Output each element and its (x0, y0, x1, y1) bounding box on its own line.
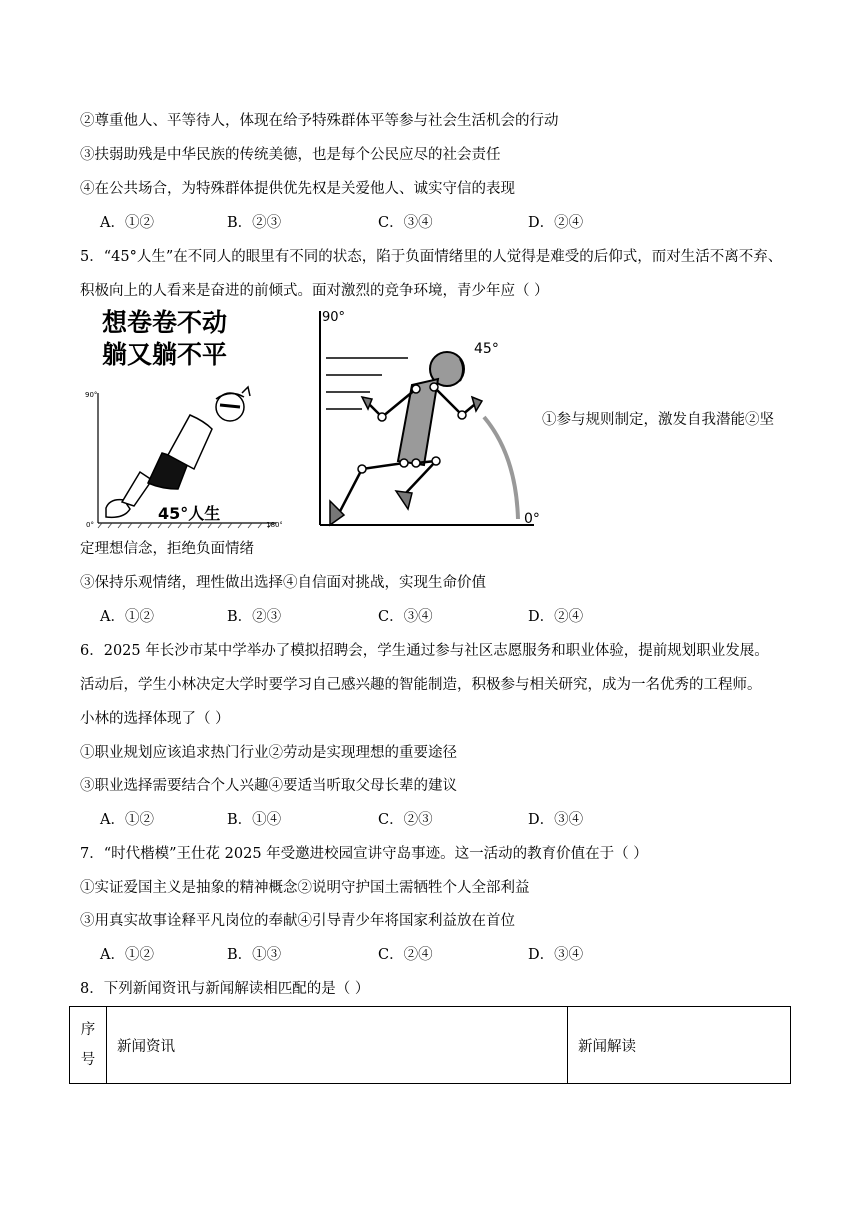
q4-statement-3: ③扶弱助残是中华民族的传统美德，也是每个公民应尽的社会责任 (80, 147, 501, 163)
news-table (69, 1006, 791, 1084)
option-b[interactable]: B．②③ (227, 609, 282, 625)
q6-statement-1: ①职业规划应该追求热门行业②劳动是实现理想的重要途径 (80, 745, 457, 761)
option-d[interactable]: D．③④ (528, 947, 584, 963)
option-c[interactable]: C．③④ (378, 215, 433, 231)
fig2-axis-zero: 0° (524, 511, 540, 527)
option-d[interactable]: D．②④ (528, 609, 584, 625)
option-d[interactable]: D．③④ (528, 812, 584, 828)
q6-stem-line-2: 活动后，学生小林决定大学时要学习自己感兴趣的智能制造，积极参与相关研究，成为一名优秀的工程师。 (80, 677, 762, 693)
q5-statement-1-part1: ①参与规则制定，激发自我潜能②坚 (542, 412, 774, 428)
q7-statement-1: ①实证爱国主义是抽象的精神概念②说明守护国土需牺牲个人全部利益 (80, 880, 530, 896)
q6-stem-line-3: 小林的选择体现了（ ） (80, 711, 230, 727)
option-b[interactable]: B．①④ (227, 812, 282, 828)
table-header-news: 新闻资讯 (107, 1007, 568, 1084)
angle-arc (484, 417, 518, 519)
q5-stem-line-2: 积极向上的人看来是奋进的前倾式。面对激烈的竞争环境，青少年应（ ） (80, 283, 549, 299)
runner (330, 352, 482, 525)
option-b[interactable]: B．①③ (227, 947, 282, 963)
q7-stem: 7．“时代楷模”王仕花 2025 年受邀进校园宣讲守岛事迹。这一活动的教育价值在于（ ） (80, 846, 648, 862)
fig1-caption: 45°人生 (158, 504, 221, 523)
q7-statement-2: ③用真实故事诠释平凡岗位的奉献④引导青少年将国家利益放在首位 (80, 913, 515, 929)
option-d[interactable]: D．②④ (528, 215, 584, 231)
leaning-forward-illustration (312, 305, 542, 530)
option-a[interactable]: A．①② (100, 215, 154, 231)
q4-statement-4: ④在公共场合，为特殊群体提供优先权是关爱他人、诚实守信的表现 (80, 181, 515, 197)
fig1-title-line1: 想卷卷不动 (102, 308, 228, 337)
table-header-seq: 序号 (70, 1007, 107, 1084)
option-a[interactable]: A．①② (100, 947, 154, 963)
fig1-axis-origin: 0° (86, 521, 94, 529)
q5-stem-line-1: 5．“45°人生”在不同人的眼里有不同的状态，陷于负面情绪里的人觉得是难受的后仰式，而对生活不离不弃、 (80, 249, 783, 265)
q5-statement-3: ③保持乐观情绪，理性做出选择④自信面对挑战，实现生命价值 (80, 575, 486, 591)
option-c[interactable]: C．②③ (378, 812, 433, 828)
q6-stem-line-1: 6．2025 年长沙市某中学举办了模拟招聘会，学生通过参与社区志愿服务和职业体验，提前规划职业发展。 (80, 643, 769, 659)
fig2-angle-label: 45° (474, 341, 499, 357)
fig2-axis-top: 90° (322, 310, 346, 325)
leaning-person (106, 387, 250, 517)
figure-leaning-forward (312, 305, 542, 530)
lying-back-illustration (82, 305, 282, 533)
q5-statement-1-part2: 定理想信念，拒绝负面情绪 (80, 541, 254, 557)
option-a[interactable]: A．①② (100, 812, 154, 828)
option-c[interactable]: C．③④ (378, 609, 433, 625)
fig1-axis-top: 90° (85, 391, 98, 399)
option-c[interactable]: C．②④ (378, 947, 433, 963)
q4-statement-2: ②尊重他人、平等待人，体现在给予特殊群体平等参与社会生活机会的行动 (80, 113, 559, 129)
table-header-interpretation: 新闻解读 (568, 1007, 791, 1084)
q6-statement-2: ③职业选择需要结合个人兴趣④要适当听取父母长辈的建议 (80, 778, 457, 794)
q8-stem: 8．下列新闻资讯与新闻解读相匹配的是（ ） (80, 981, 370, 997)
figure-lying-back (82, 305, 282, 533)
table-header-row (70, 1007, 791, 1084)
fig1-title-line2: 躺又躺不平 (102, 340, 228, 369)
fig1-axis-right: 180° (266, 521, 282, 529)
option-a[interactable]: A．①② (100, 609, 154, 625)
option-b[interactable]: B．②③ (227, 215, 282, 231)
